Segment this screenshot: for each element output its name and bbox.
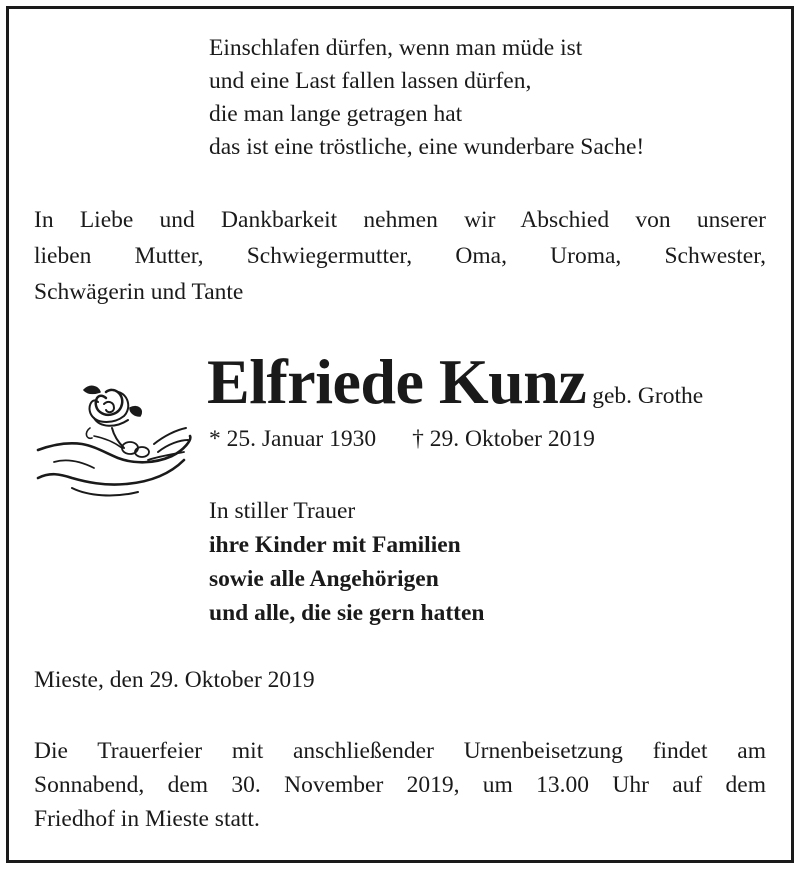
deceased-name: Elfriede Kunz	[207, 346, 587, 417]
deceased-name-line	[207, 342, 703, 422]
funeral-notice	[34, 734, 766, 836]
intro-line: Schwägerin und Tante	[34, 279, 244, 305]
intro-line: lieben Mutter, Schwiegermutter, Oma, Uroma, Schwester,	[34, 243, 766, 269]
birth-date: * 25. Januar 1930	[209, 426, 377, 452]
intro-line: In Liebe und Dankbarkeit nehmen wir Abschied von unserer	[34, 207, 766, 233]
mourners-intro: In stiller Trauer	[209, 498, 356, 524]
poem-line: das ist eine tröstliche, eine wunderbare Sache!	[209, 134, 645, 160]
hands-holding-rose-icon	[34, 378, 194, 508]
mourners-line: ihre Kinder mit Familien	[209, 532, 461, 558]
maiden-name: geb. Grothe	[592, 383, 704, 409]
poem-line: Einschlafen dürfen, wenn man müde ist	[209, 35, 583, 61]
death-date: † 29. Oktober 2019	[412, 426, 595, 452]
mourners-line: sowie alle Angehörigen	[209, 566, 439, 592]
funeral-line: Die Trauerfeier mit anschließender Urnenbeisetzung findet am	[34, 738, 766, 764]
funeral-line: Sonnabend, dem 30. November 2019, um 13.00 Uhr auf dem	[34, 772, 766, 798]
funeral-line: Friedhof in Mieste statt.	[34, 806, 260, 832]
mourners-line: und alle, die sie gern hatten	[209, 600, 485, 626]
poem-line: und eine Last fallen lassen dürfen,	[209, 68, 532, 94]
intro-paragraph	[34, 202, 766, 310]
life-dates	[209, 424, 595, 454]
poem	[209, 32, 644, 164]
mourners-block	[209, 494, 484, 630]
poem-line: die man lange getragen hat	[209, 101, 463, 127]
place-and-date: Mieste, den 29. Oktober 2019	[34, 667, 315, 693]
